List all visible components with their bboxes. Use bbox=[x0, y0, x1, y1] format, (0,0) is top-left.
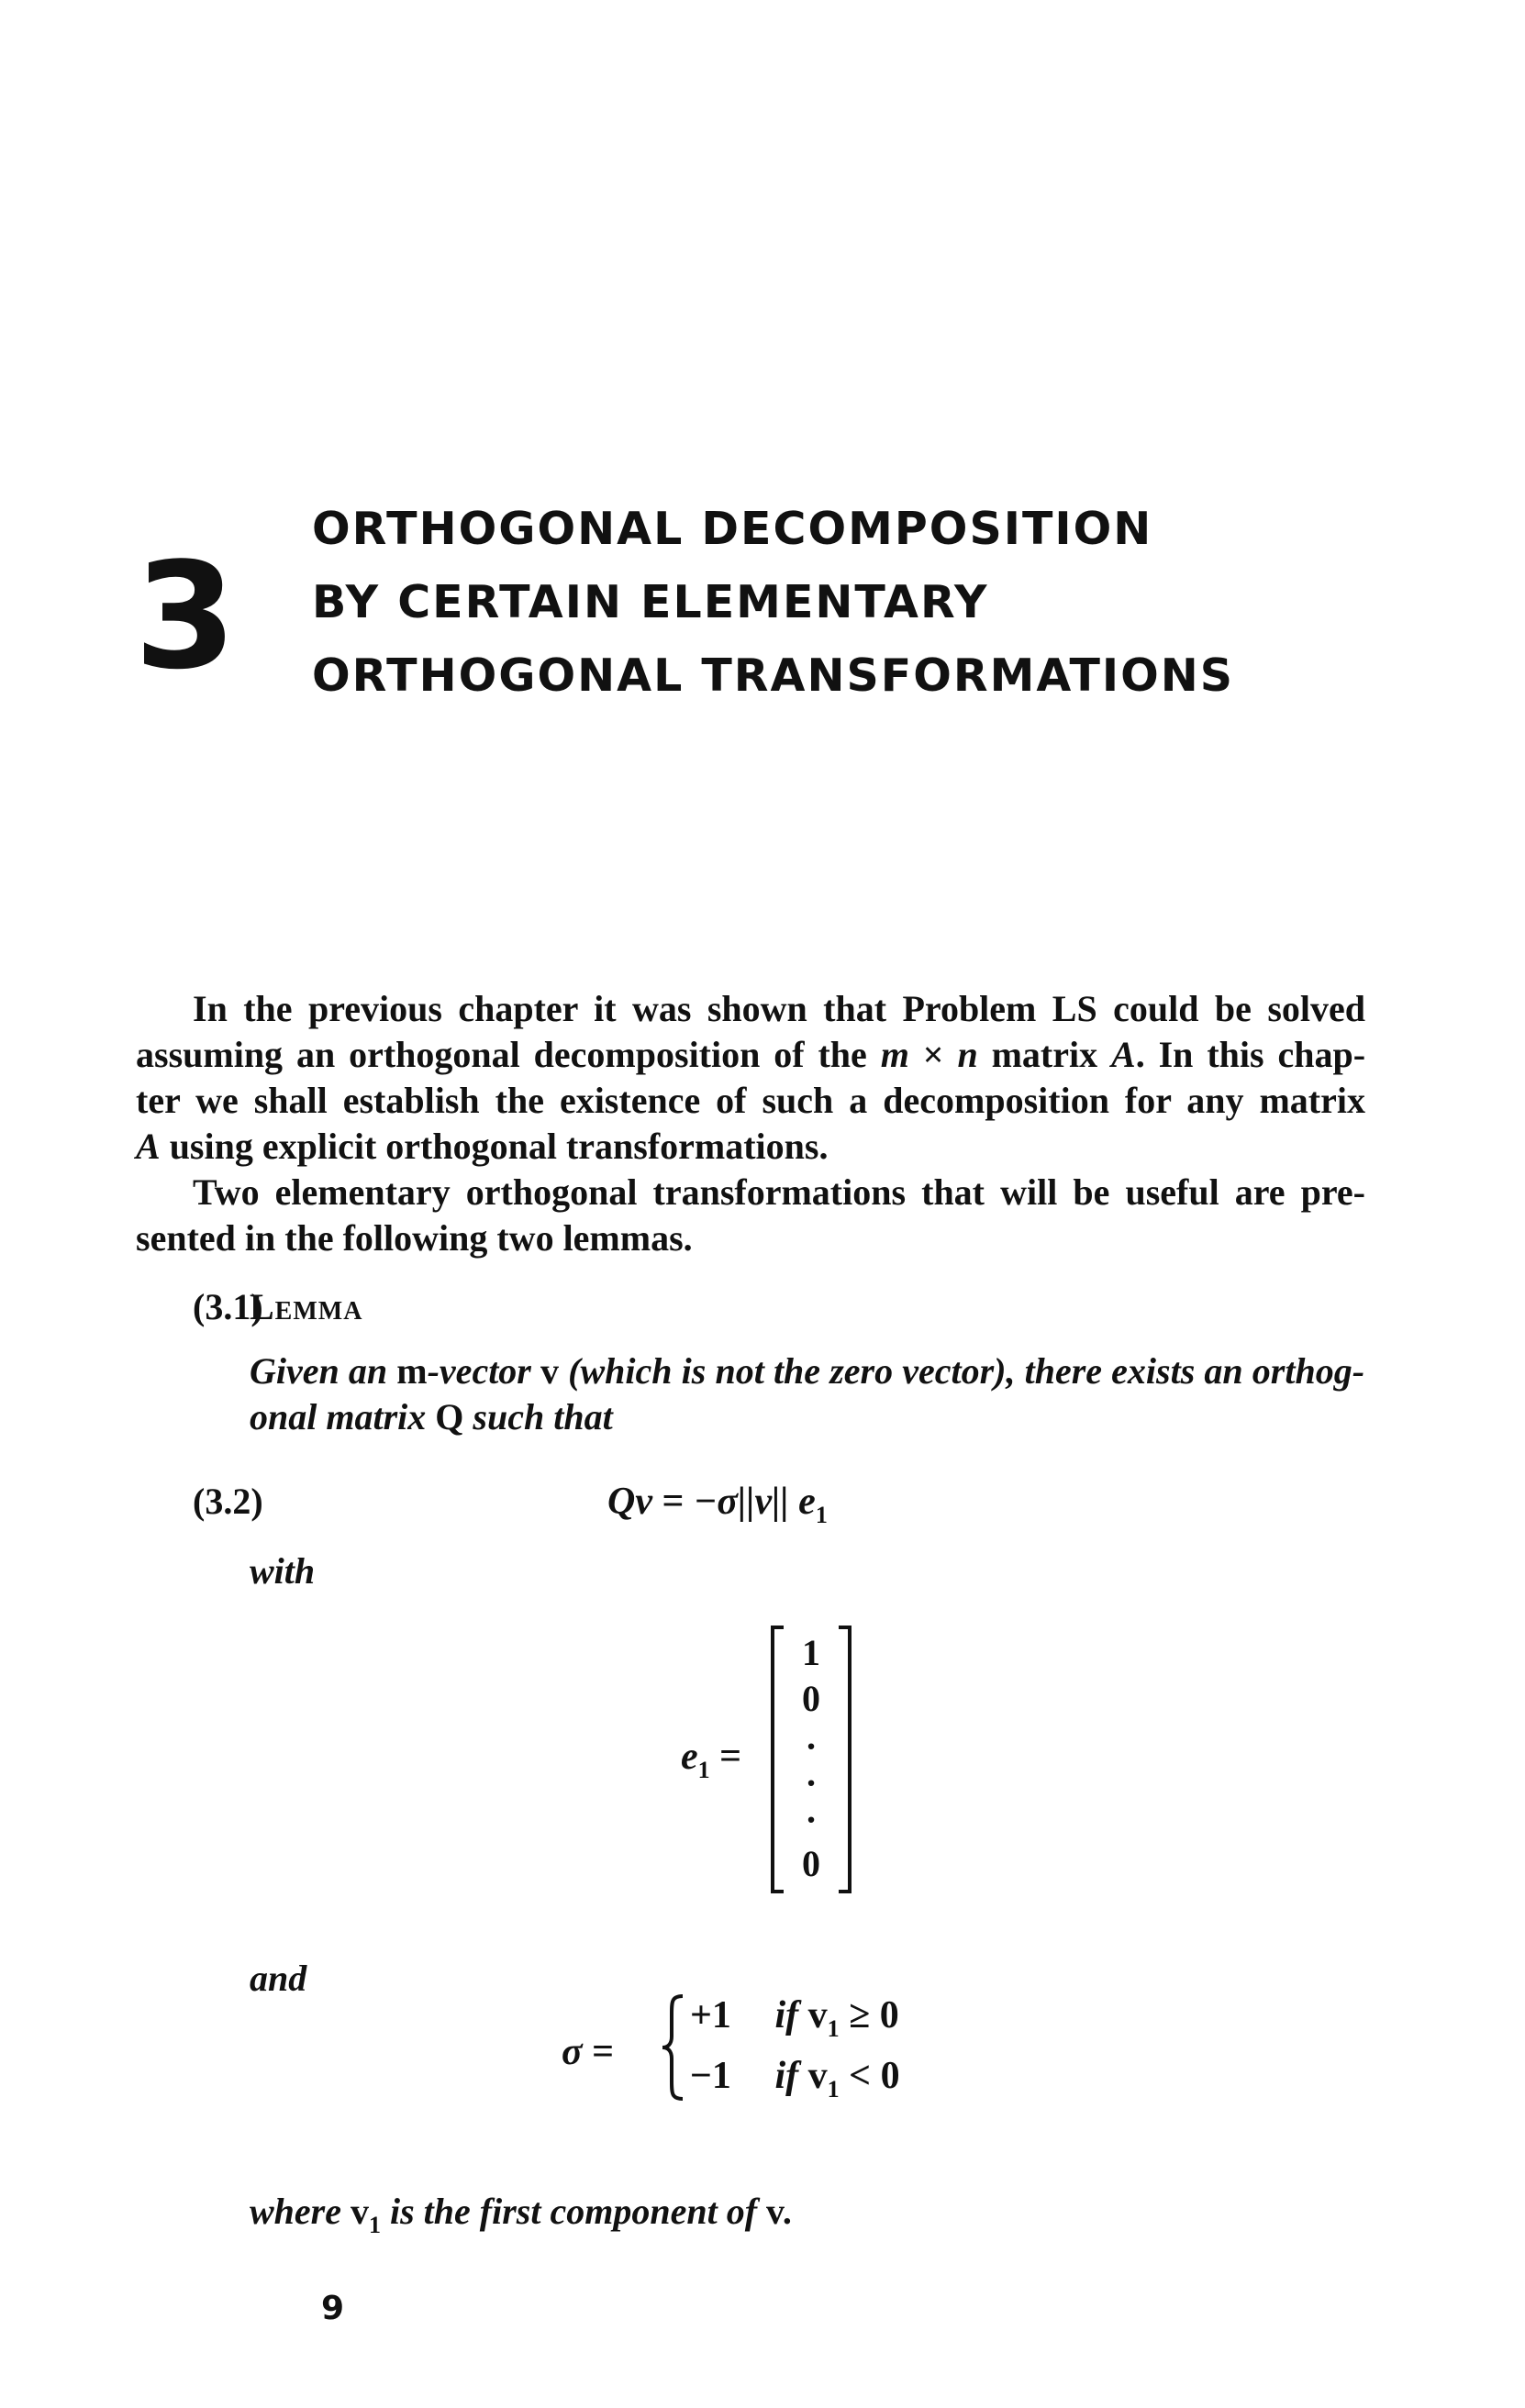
text-fragment: such that bbox=[473, 1396, 613, 1437]
eq-subscript: 1 bbox=[815, 1502, 828, 1528]
math-v: v bbox=[766, 2191, 783, 2232]
chapter-number: 3 bbox=[134, 530, 237, 702]
eq-equals: = bbox=[662, 1481, 685, 1523]
intro-paragraph-1 bbox=[136, 986, 1365, 1170]
vector-entry: · bbox=[805, 1762, 818, 1803]
math-times: × bbox=[922, 1034, 944, 1075]
text-fragment: . bbox=[782, 2191, 792, 2232]
right-bracket bbox=[839, 1626, 852, 1893]
sigma-case bbox=[690, 1992, 899, 2052]
column-vector bbox=[771, 1626, 852, 1893]
case-relation: ≥ 0 bbox=[849, 1994, 899, 2036]
case-relation: < 0 bbox=[849, 2055, 900, 2097]
eq-sigma: −σ bbox=[693, 1481, 739, 1523]
chapter-title-line: ORTHOGONAL DECOMPOSITION bbox=[312, 503, 1153, 555]
sigma-equals: = bbox=[592, 2031, 615, 2073]
vector-entry: · bbox=[805, 1726, 818, 1767]
text-line bbox=[136, 1032, 1365, 1078]
left-brace bbox=[659, 1992, 686, 2107]
text-line: ter we shall establish the existence of such a decomposition for any matrix bbox=[136, 1080, 1365, 1121]
text-fragment: using explicit orthogonal transformations. bbox=[169, 1126, 829, 1167]
math-subscript: 1 bbox=[369, 2212, 381, 2238]
math-Q: Q bbox=[435, 1396, 464, 1437]
text-fragment: (which is not the zero vector), there exists an orthog- bbox=[568, 1350, 1365, 1392]
text-fragment: assuming an orthogonal decomposition of the bbox=[136, 1034, 867, 1075]
case-if: if bbox=[774, 1994, 799, 2036]
eq-norm: ||v|| bbox=[738, 1481, 789, 1523]
case-subscript: 1 bbox=[827, 2015, 840, 2042]
case-v: v bbox=[807, 2055, 828, 2097]
equation-number: (3.2) bbox=[193, 1481, 263, 1522]
where-sentence bbox=[250, 2189, 792, 2248]
math-m: m bbox=[880, 1034, 909, 1075]
text-line bbox=[250, 1348, 1364, 1394]
brace-icon bbox=[659, 1992, 686, 2103]
case-if: if bbox=[774, 2055, 799, 2097]
text-fragment: onal matrix bbox=[250, 1396, 427, 1437]
sigma-label bbox=[562, 2029, 614, 2075]
text-fragment: is the first component of bbox=[390, 2191, 758, 2232]
math-v: v bbox=[351, 2191, 369, 2232]
case-v: v bbox=[807, 1994, 828, 2036]
sigma-case bbox=[690, 2053, 900, 2113]
text-fragment: where bbox=[250, 2191, 341, 2232]
text-line bbox=[136, 1124, 1365, 1170]
vector-entry: · bbox=[805, 1799, 818, 1840]
eq-lhs: Qv bbox=[607, 1481, 652, 1523]
vector-entry: 0 bbox=[802, 1843, 820, 1884]
case-condition bbox=[774, 2055, 900, 2103]
e-symbol: e bbox=[681, 1736, 698, 1778]
text-fragment: . In this chap- bbox=[1135, 1034, 1366, 1075]
chapter-title-line: BY CERTAIN ELEMENTARY bbox=[312, 576, 989, 628]
lemma-title: Lemma bbox=[250, 1286, 363, 1327]
chapter-title bbox=[312, 503, 1321, 727]
math-A: A bbox=[1111, 1034, 1136, 1075]
vector-entry: 0 bbox=[802, 1678, 820, 1719]
text-fragment: matrix bbox=[991, 1034, 1098, 1075]
left-bracket bbox=[771, 1626, 784, 1893]
vector-entry: 1 bbox=[802, 1632, 820, 1673]
math-A: A bbox=[136, 1126, 161, 1167]
text-line bbox=[250, 1394, 1364, 1440]
intro-paragraph-2 bbox=[136, 1170, 1365, 1261]
text-fragment: Given an bbox=[250, 1350, 388, 1392]
text-line: sented in the following two lemmas. bbox=[136, 1217, 693, 1259]
e-equals: = bbox=[719, 1736, 742, 1778]
vector-e1-label bbox=[681, 1734, 741, 1793]
math-m: m bbox=[396, 1350, 428, 1392]
chapter-title-line: ORTHOGONAL TRANSFORMATIONS bbox=[312, 649, 1235, 702]
lemma-number: (3.1) bbox=[193, 1286, 263, 1327]
word-and: and bbox=[250, 1958, 307, 1999]
case-subscript: 1 bbox=[827, 2076, 840, 2103]
math-n: n bbox=[957, 1034, 978, 1075]
word-with: with bbox=[250, 1550, 316, 1592]
sigma-symbol: σ bbox=[562, 2031, 583, 2073]
e-subscript: 1 bbox=[697, 1757, 710, 1783]
case-value: +1 bbox=[690, 1994, 731, 2036]
case-condition bbox=[774, 1994, 899, 2042]
eq-e: e bbox=[798, 1481, 816, 1523]
text-line: Two elementary orthogonal transformations that will be useful are pre- bbox=[193, 1171, 1365, 1213]
page-number: 9 bbox=[321, 2290, 345, 2327]
math-v: v bbox=[540, 1350, 560, 1392]
equation-3-2 bbox=[607, 1479, 828, 1538]
case-value: −1 bbox=[690, 2055, 731, 2097]
lemma-statement bbox=[250, 1348, 1364, 1440]
text-line: In the previous chapter it was shown that Problem LS could be solved bbox=[193, 988, 1365, 1029]
text-fragment: -vector bbox=[427, 1350, 531, 1392]
